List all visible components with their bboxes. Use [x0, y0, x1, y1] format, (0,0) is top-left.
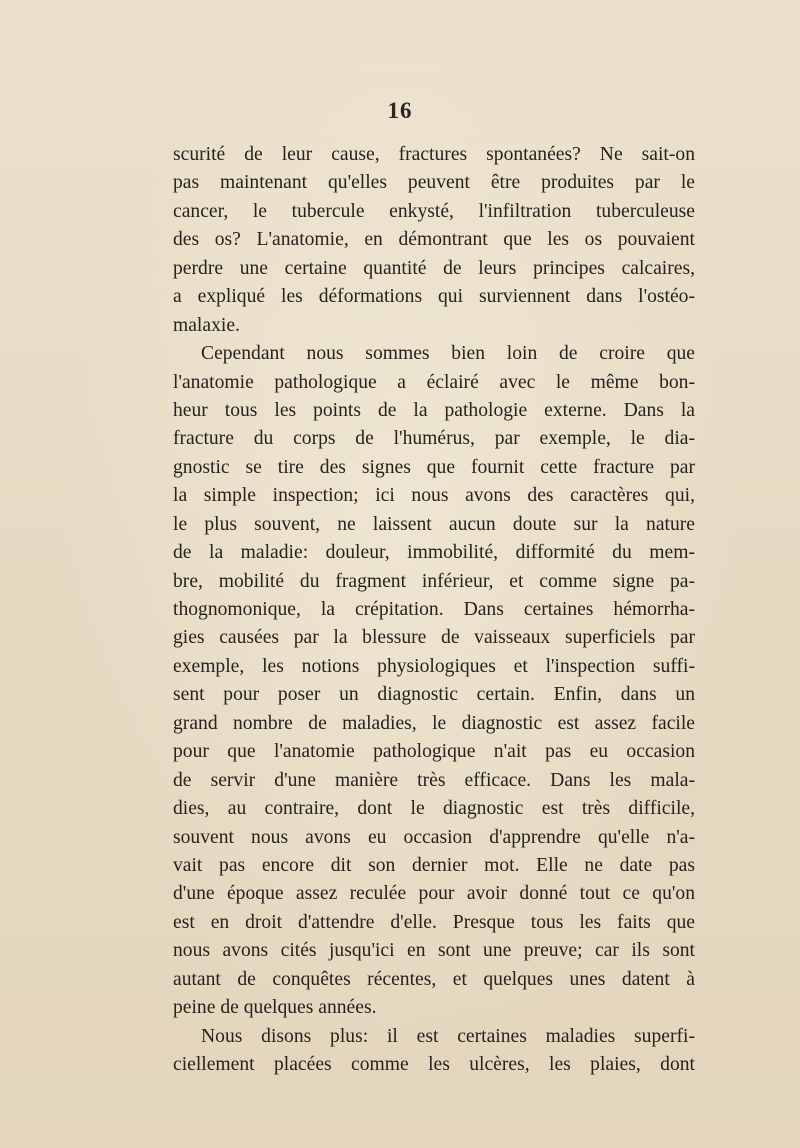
text-line: souvent nous avons eu occasion d'apprendre qu'elle n'a-: [173, 826, 695, 848]
text-line: gnostic se tire des signes que fournit cette fracture par: [173, 456, 695, 478]
text-line: grand nombre de maladies, le diagnostic est assez facile: [173, 712, 695, 734]
text-line: fracture du corps de l'humérus, par exemple, le dia-: [173, 428, 695, 450]
page-number: 16: [387, 98, 413, 123]
text-line: ciellement placées comme les ulcères, les plaies, dont: [173, 1054, 695, 1075]
text-line: pour que l'anatomie pathologique n'ait pas eu occasion: [173, 741, 695, 763]
body-text: [173, 141, 695, 1079]
text-line: autant de conquêtes récentes, et quelques unes datent à: [173, 968, 695, 990]
text-line: le plus souvent, ne laissent aucun doute sur la nature: [173, 513, 695, 535]
text-line: la simple inspection; ici nous avons des caractères qui,: [173, 485, 695, 507]
text-line: d'une époque assez reculée pour avoir donné tout ce qu'on: [173, 883, 695, 905]
text-line: des os? L'anatomie, en démontrant que les os pouvaient: [173, 229, 695, 251]
text-line: pas maintenant qu'elles peuvent être produites par le: [173, 172, 695, 194]
text-line: nous avons cités jusqu'ici en sont une preuve; car ils sont: [173, 940, 695, 962]
text-line: gies causées par la blessure de vaisseaux superficiels par: [173, 627, 695, 649]
text-line: vait pas encore dit son dernier mot. Elle ne date pas: [173, 854, 695, 876]
text-line: est en droit d'attendre d'elle. Presque tous les faits que: [173, 911, 695, 933]
text-line: l'anatomie pathologique a éclairé avec le même bon-: [173, 371, 695, 393]
text-line: exemple, les notions physiologiques et l'inspection suffi-: [173, 655, 695, 677]
text-line: malaxie.: [173, 314, 240, 336]
text-line: a expliqué les déformations qui surviennent dans l'ostéo-: [173, 286, 695, 308]
text-line: bre, mobilité du fragment inférieur, et comme signe pa-: [173, 570, 695, 592]
text-line: Cependant nous sommes bien loin de croire que: [201, 343, 695, 365]
text-line: dies, au contraire, dont le diagnostic est très difficile,: [173, 798, 695, 820]
text-line: peine de quelques années.: [173, 997, 377, 1019]
text-line: sent pour poser un diagnostic certain. Enfin, dans un: [173, 684, 695, 706]
text-line: thognomonique, la crépitation. Dans certaines hémorrha-: [173, 599, 695, 620]
text-line: scurité de leur cause, fractures spontanées? Ne sait-on: [173, 144, 695, 165]
text-line: de la maladie: douleur, immobilité, difformité du mem-: [173, 542, 695, 564]
text-line: perdre une certaine quantité de leurs principes calcaires,: [173, 257, 695, 279]
text-line: Nous disons plus: il est certaines maladies superfi-: [201, 1025, 695, 1047]
text-line: heur tous les points de la pathologie externe. Dans la: [173, 399, 695, 421]
text-line: de servir d'une manière très efficace. Dans les mala-: [173, 769, 695, 791]
text-line: cancer, le tubercule enkysté, l'infiltration tuberculeuse: [173, 200, 695, 222]
